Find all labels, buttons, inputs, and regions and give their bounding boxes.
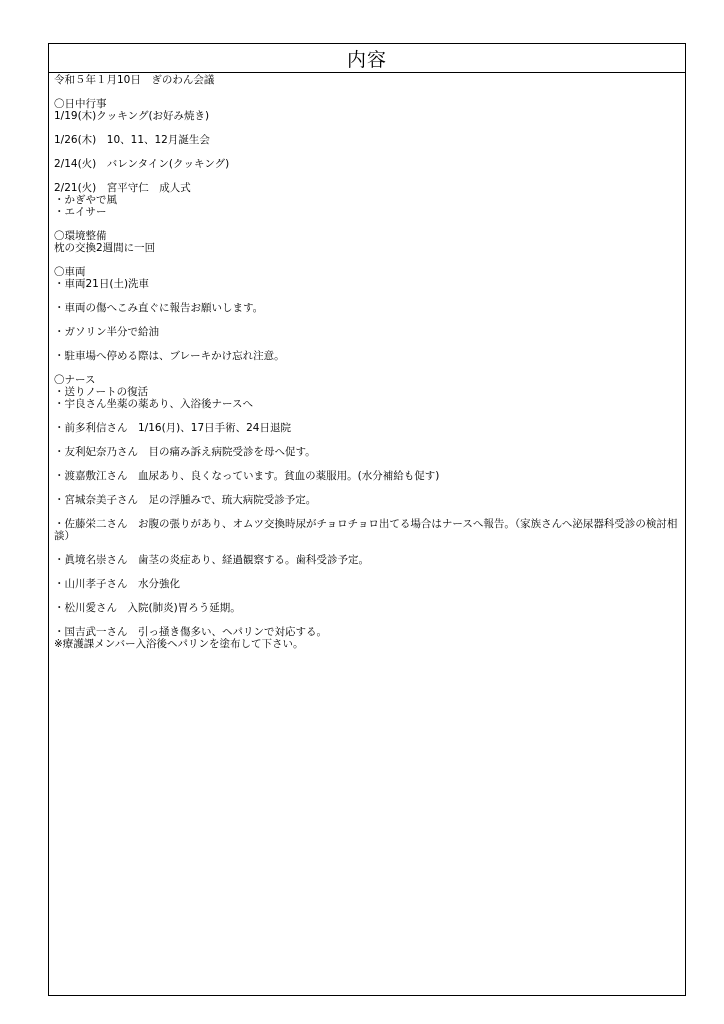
blank-line — [54, 338, 681, 350]
memo-line: ・国吉武一さん 引っ掻き傷多い、ヘパリンで対応する。 — [54, 626, 327, 638]
blank-line — [54, 362, 681, 374]
memo-line: ・車両の傷へこみ直ぐに報告お願いします。 — [54, 302, 264, 314]
blank-line — [54, 590, 681, 602]
memo-content — [49, 73, 685, 650]
blank-line — [54, 170, 681, 182]
memo-line: 〇日中行事 — [54, 98, 107, 110]
memo-line: ・佐藤栄二さん お腹の張りがあり、オムツ交換時尿がチョロチョロ出てる場合はナースへ報告。（家族さんへ泌尿器科受診の検討相談） — [54, 518, 678, 542]
blank-line — [54, 146, 681, 158]
blank-line — [54, 410, 681, 422]
memo-line: ・友利妃奈乃さん 目の痛み訴え病院受診を母へ促す。 — [54, 446, 316, 458]
memo-line: ・前多利信さん 1/16(月)、17日手術、24日退院 — [54, 422, 291, 434]
blank-line — [54, 506, 681, 518]
memo-line: ・ガソリン半分で給油 — [54, 326, 159, 338]
blank-line — [54, 290, 681, 302]
memo-line: ・宇良さん坐薬の薬あり、入浴後ナースへ — [54, 398, 253, 410]
blank-line — [54, 458, 681, 470]
sheet-header: 内容 — [49, 44, 685, 73]
memo-line: 1/26(木) 10、11、12月誕生会 — [54, 134, 210, 146]
memo-line: ・送りノートの復活 — [54, 386, 149, 398]
memo-line: 枕の交換2週間に一回 — [54, 242, 156, 254]
blank-line — [54, 542, 681, 554]
memo-line: 〇車両 — [54, 266, 86, 278]
memo-line: ・車両21日(土)洗車 — [54, 278, 150, 290]
blank-line — [54, 614, 681, 626]
blank-line — [54, 122, 681, 134]
blank-line — [54, 482, 681, 494]
blank-line — [54, 218, 681, 230]
memo-line: 1/19(木)クッキング(お好み焼き) — [54, 110, 210, 122]
memo-line: ・宮城奈美子さん 足の浮腫みで、琉大病院受診予定。 — [54, 494, 317, 506]
memo-line: ・山川孝子さん 水分強化 — [54, 578, 180, 590]
memo-line: ・エイサー — [54, 206, 107, 218]
memo-line: 2/14(火) バレンタイン(クッキング) — [54, 158, 230, 170]
memo-line: ・かぎやで風 — [54, 194, 117, 206]
memo-line: 〇ナース — [54, 374, 96, 386]
blank-line — [54, 314, 681, 326]
memo-line: 令和５年１月10日 ぎのわん会議 — [54, 74, 215, 86]
blank-line — [54, 566, 681, 578]
memo-line: ・駐車場へ停める際は、ブレーキかけ忘れ注意。 — [54, 350, 285, 362]
memo-line: 2/21(火) 宮平守仁 成人式 — [54, 182, 191, 194]
blank-line — [54, 434, 681, 446]
blank-line — [54, 86, 681, 98]
blank-line — [54, 254, 681, 266]
memo-line: ・渡嘉敷江さん 血尿あり、良くなっています。貧血の薬服用。(水分補給も促す) — [54, 470, 440, 482]
memo-line: ・眞境名崇さん 歯茎の炎症あり、経過観察する。歯科受診予定。 — [54, 554, 369, 566]
memo-sheet — [48, 43, 686, 996]
memo-line: ・松川愛さん 入院(肺炎)胃ろう延期。 — [54, 602, 241, 614]
memo-line: 〇環境整備 — [54, 230, 107, 242]
memo-line: ※療護課メンバー入浴後ヘパリンを塗布して下さい。 — [54, 638, 304, 650]
